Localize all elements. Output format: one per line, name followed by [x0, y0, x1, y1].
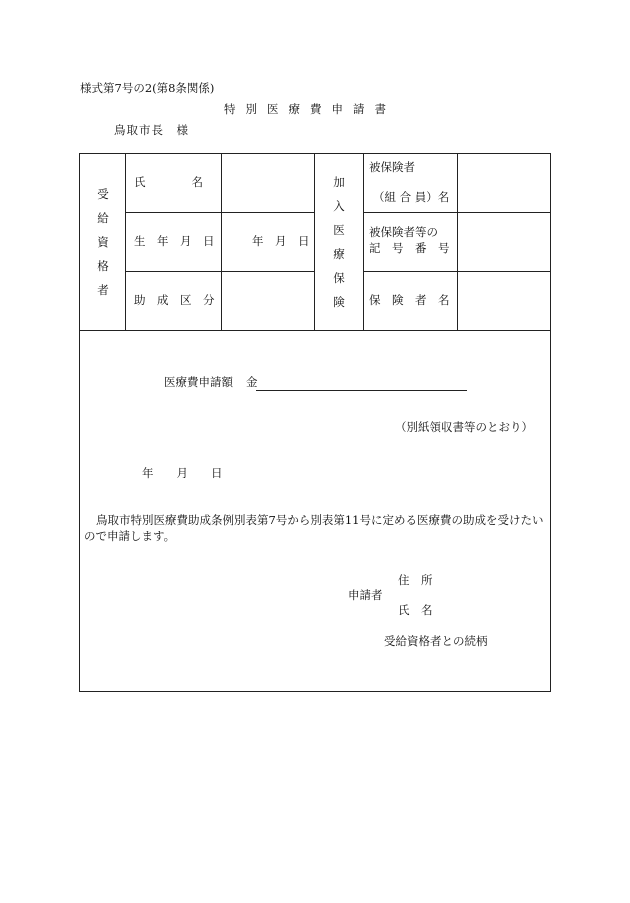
application-form	[79, 153, 551, 692]
col-line-4	[363, 154, 364, 330]
form-number: 様式第7号の2(第8条関係)	[80, 81, 215, 95]
statement-line-1: 鳥取市特別医療費助成条例別表第7号から別表第11号に定める医療費の助成を受けたい	[96, 513, 544, 527]
addressee: 鳥取市長 様	[114, 123, 189, 137]
insurer-name-label: 保 険 者 名	[369, 293, 450, 307]
col-line-5	[457, 154, 458, 330]
birth-date-value: 年 月 日	[252, 234, 310, 248]
col-line-3	[314, 154, 315, 330]
relation-label: 受給資格者との続柄	[384, 634, 488, 648]
row-line-2-left	[126, 271, 314, 272]
insured-name-label-line2: （組 合 員）名	[373, 190, 450, 204]
insurance-label: 加 入 医 療 保 険	[333, 175, 345, 309]
insured-name-label-line1: 被保険者	[369, 160, 415, 174]
amount-underline	[256, 390, 467, 391]
insured-number-label-line2: 記 号 番 号	[369, 241, 450, 255]
receipt-note: （別紙領収書等のとおり）	[395, 420, 533, 434]
statement-line-2: ので申請します。	[84, 529, 176, 543]
name-label: 氏 名	[134, 175, 203, 189]
applicant-name-label: 氏 名	[398, 603, 433, 617]
applicant-label: 申請者	[348, 588, 383, 602]
table-bottom-line	[80, 330, 550, 331]
subsidy-category-label: 助 成 区 分	[134, 293, 215, 307]
col-line-1	[125, 154, 126, 330]
col-line-2	[221, 154, 222, 330]
insured-number-label-line1: 被保険者等の	[369, 225, 438, 239]
page-title: 特別医療費申請書	[224, 102, 396, 116]
amount-prefix: 金	[246, 375, 258, 389]
recipient-label: 受 給 資 格 者	[97, 187, 109, 297]
amount-label: 医療費申請額	[164, 375, 233, 389]
birth-date-label: 生 年 月 日	[134, 234, 215, 248]
address-label: 住 所	[398, 573, 433, 587]
date-line: 年 月 日	[142, 466, 223, 480]
row-line-1-left	[126, 212, 314, 213]
